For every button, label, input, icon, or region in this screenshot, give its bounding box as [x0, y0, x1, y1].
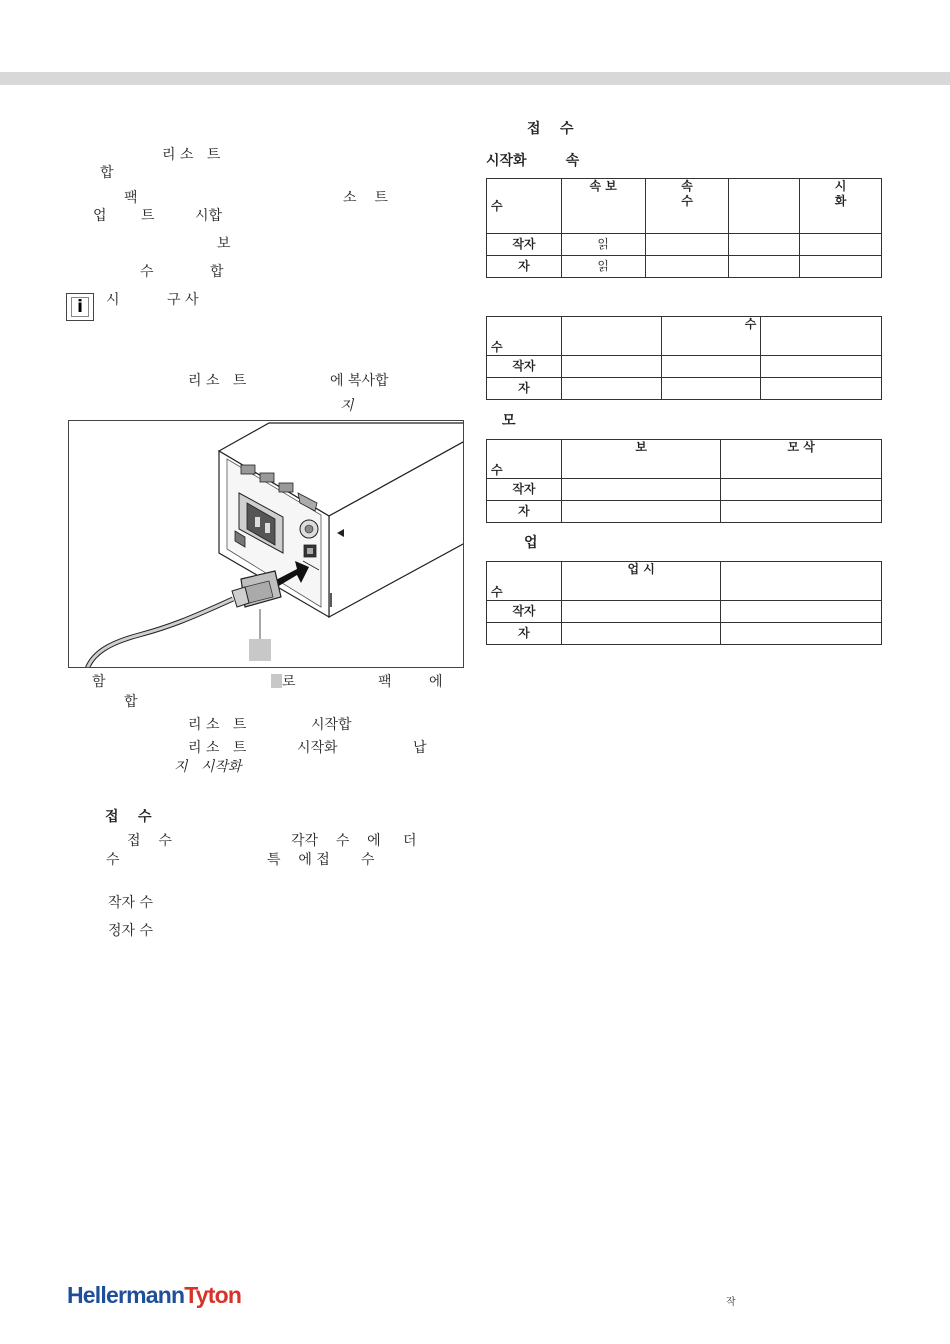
table-cell: [729, 256, 800, 278]
text-line: 리 소 트: [188, 740, 247, 756]
text-line: 수: [106, 852, 120, 868]
text-line: 리 소 트: [162, 147, 221, 163]
table-cell: 자: [487, 378, 562, 400]
table-header: 수: [487, 562, 562, 601]
table-cell: [721, 623, 882, 645]
table-header: 수: [487, 179, 562, 234]
table-cell: [661, 378, 761, 400]
text-line: 소 트: [343, 190, 388, 206]
text-line: 에: [429, 674, 443, 690]
list-item: 정자 수: [108, 923, 154, 939]
table-cell: [721, 601, 882, 623]
table-cell: [761, 378, 882, 400]
table-header: [561, 317, 661, 356]
table-header: 수: [487, 317, 562, 356]
table-header: [729, 179, 800, 234]
table-cell: [721, 479, 882, 501]
table-cell: 자: [487, 256, 562, 278]
text-line: 트: [141, 208, 155, 224]
table-cell: [561, 501, 721, 523]
table-cell: 자: [487, 501, 562, 523]
text-line: 리 소 트: [188, 373, 247, 389]
brand-logo: HellermannTyton: [67, 1282, 242, 1308]
table-cell: 작자: [487, 234, 562, 256]
text-line: 합: [124, 694, 138, 710]
table-cell: [761, 356, 882, 378]
text-line: 에 복사합: [330, 373, 389, 389]
text-line: 접 수: [127, 833, 172, 849]
table-cell: 읽: [561, 234, 645, 256]
settings-table-4: [486, 561, 882, 645]
settings-table-3: [486, 439, 882, 523]
table-cell: 작자: [487, 356, 562, 378]
table-cell: 읽: [561, 256, 645, 278]
text-line: 리 소 트: [188, 717, 247, 733]
text-line: 지: [340, 398, 354, 414]
section-heading: 접 수: [527, 121, 574, 137]
table-cell: 작자: [487, 479, 562, 501]
table-cell: [561, 356, 661, 378]
text-line: 수: [140, 264, 154, 280]
text-line: 시합: [195, 208, 223, 224]
table-cell: 작자: [487, 601, 562, 623]
text-line: 시작합: [311, 717, 352, 733]
table-header: [761, 317, 882, 356]
settings-table-2: [486, 316, 882, 400]
text-line: 함: [92, 674, 106, 690]
table-cell: [729, 234, 800, 256]
info-icon: i: [66, 293, 94, 321]
settings-table-1: [486, 178, 882, 278]
device-illustration: [68, 420, 464, 668]
table-header: 수: [487, 440, 562, 479]
text-line: 시작화: [297, 740, 338, 756]
table-header: 모 삭: [721, 440, 882, 479]
table-header: 수: [661, 317, 761, 356]
text-line: 보: [217, 236, 231, 252]
text-line: 각각 수 에 더: [291, 833, 417, 849]
section-subheading: 모: [502, 413, 516, 429]
table-cell: [561, 601, 721, 623]
table-cell: [645, 234, 729, 256]
section-subheading: 시작화 속: [486, 153, 580, 169]
table-cell: [561, 479, 721, 501]
section-title: 접 수: [105, 809, 152, 825]
info-text: 시: [106, 292, 120, 308]
list-item: 작자 수: [108, 895, 154, 911]
text-line: 지 시작화: [174, 759, 242, 775]
table-cell: [561, 623, 721, 645]
info-text: 구 사: [167, 292, 199, 308]
text-line: 팩: [124, 190, 138, 206]
table-cell: [561, 378, 661, 400]
header-bar: [0, 72, 950, 85]
table-cell: [721, 501, 882, 523]
text-line: 업: [93, 208, 107, 224]
table-cell: [800, 234, 882, 256]
table-header: [721, 562, 882, 601]
table-cell: [800, 256, 882, 278]
table-header: 업 시: [561, 562, 721, 601]
table-header: 보: [561, 440, 721, 479]
text-line: 특 에 접 수: [267, 852, 375, 868]
text-line: 납: [413, 740, 427, 756]
table-cell: 자: [487, 623, 562, 645]
table-header: 속 수: [645, 179, 729, 234]
table-header: 속 보: [561, 179, 645, 234]
text-line: 합: [100, 165, 114, 181]
section-subheading: 업: [524, 535, 538, 551]
table-header: 시 화: [800, 179, 882, 234]
text-line: 팩: [378, 674, 392, 690]
text-line: 합: [210, 264, 224, 280]
footer-text: 작: [726, 1297, 736, 1308]
text-line: 로: [271, 673, 296, 691]
table-cell: [661, 356, 761, 378]
table-cell: [645, 256, 729, 278]
